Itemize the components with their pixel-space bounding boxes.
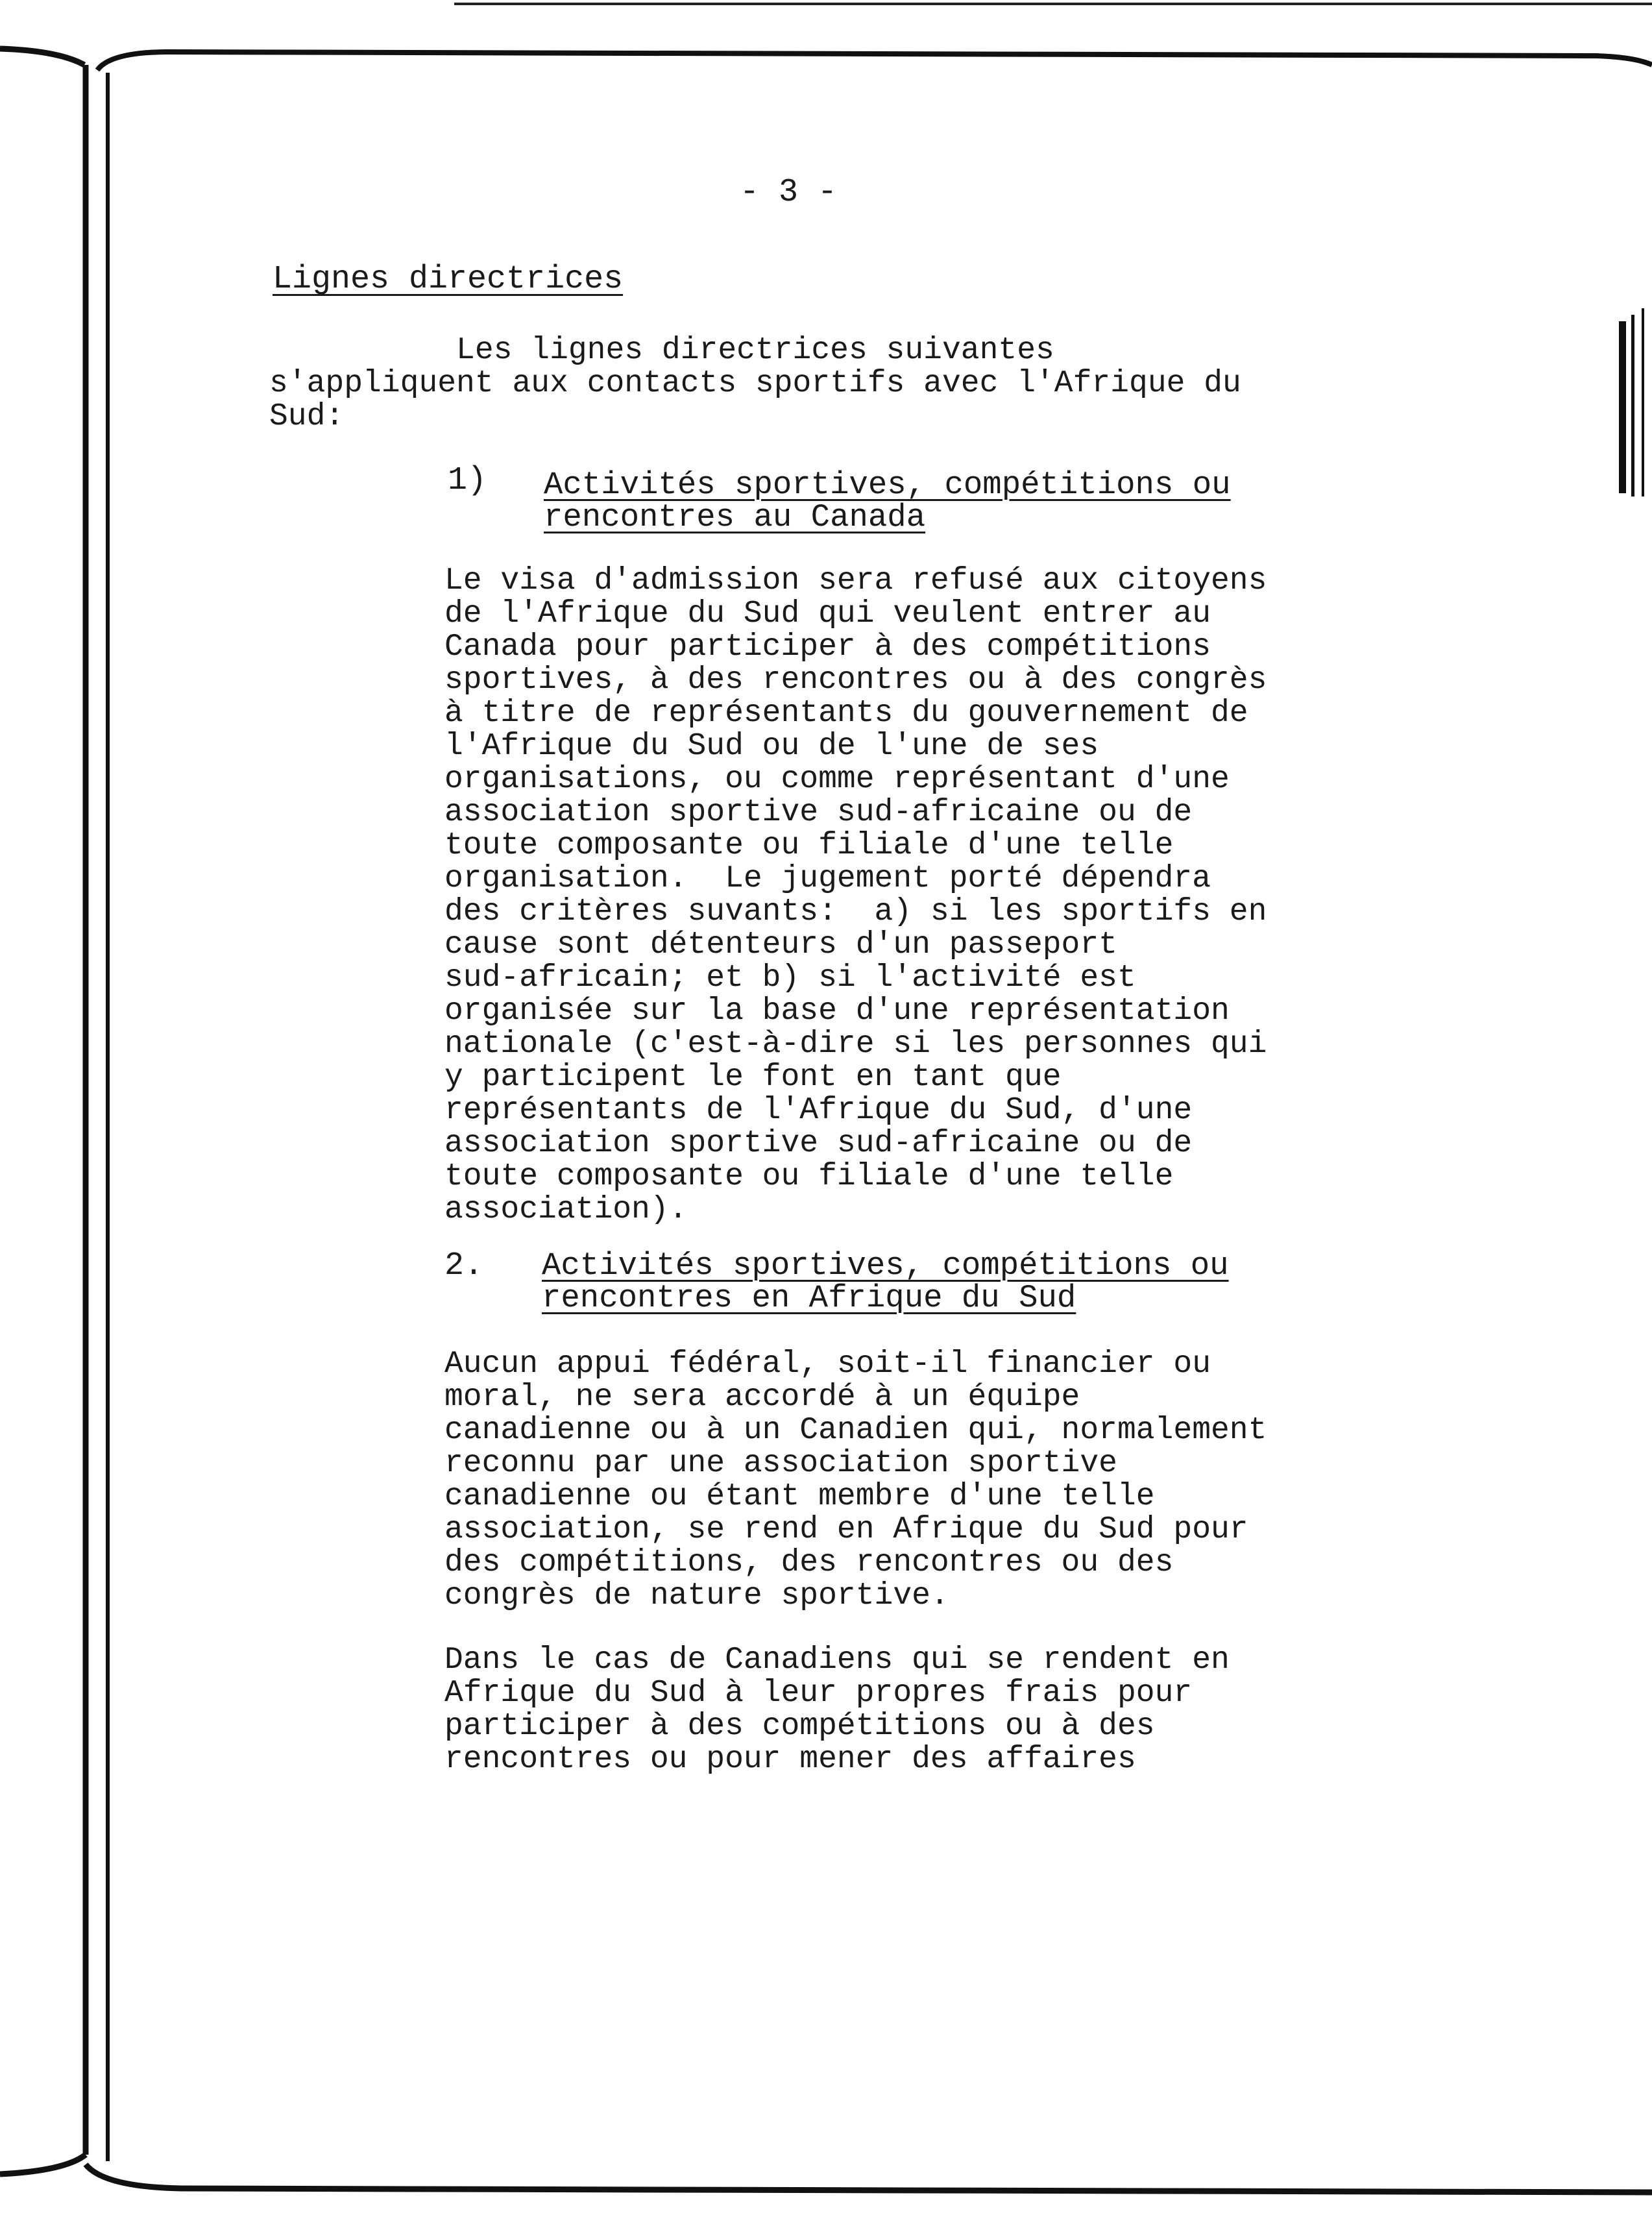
item-number: 1) (448, 462, 487, 499)
scan-mark (1642, 308, 1644, 496)
intro-paragraph: Les lignes directrices suivantes s'appliquent aux contacts sportifs avec l'Afrique du Sud: (269, 333, 1241, 434)
item-paragraph: Dans le cas de Canadiens qui se rendent en Afrique du Sud à leur propres frais pour participer à des compétitions ou à des rencontres ou pour mener des affaires (444, 1643, 1230, 1777)
item-paragraph: Le visa d'admission sera refusé aux citoyens de l'Afrique du Sud qui veulent entrer au Canada pour participer à des compétitions sportives, à des rencontres ou à des congrès à titre de représentants du gouvernement de l'Afrique du Sud ou de l'une de ses organisations, ou comme représentant d'une association sportive sud-africaine ou de toute composante ou filiale d'une telle organisation. Le jugement porté dépendra des critères suvants: a) si les sportifs en cause sont détenteurs d'un passeport sud-africain; et b) si l'activité est organisée sur la base d'une représentation nationale (c'est-à-dire si les personnes qui y participent le font en tant que représentants de l'Afrique du Sud, d'une association sportive sud-africaine ou de toute composante ou filiale d'une telle association). (444, 563, 1267, 1227)
page-number: - 3 - (740, 174, 838, 211)
item-number: 2. (444, 1247, 484, 1284)
item-title: Activités sportives, compétitions ou rencontres au Canada (544, 467, 1231, 535)
item-paragraph: Aucun appui fédéral, soit-il financier ou moral, ne sera accordé à un équipe canadienne ou à un Canadien qui, normalement reconnu par une association sportive canadienne ou étant membre d'une telle association, se rend en Afrique du Sud pour des compétitions, des rencontres ou des congrès de nature sportive. (444, 1347, 1267, 1613)
scan-mark (1631, 315, 1634, 496)
item-title: Activités sportives, compétitions ou rencontres en Afrique du Sud (542, 1247, 1229, 1316)
section-heading: Lignes directrices (273, 261, 624, 298)
scan-mark (1619, 321, 1626, 493)
